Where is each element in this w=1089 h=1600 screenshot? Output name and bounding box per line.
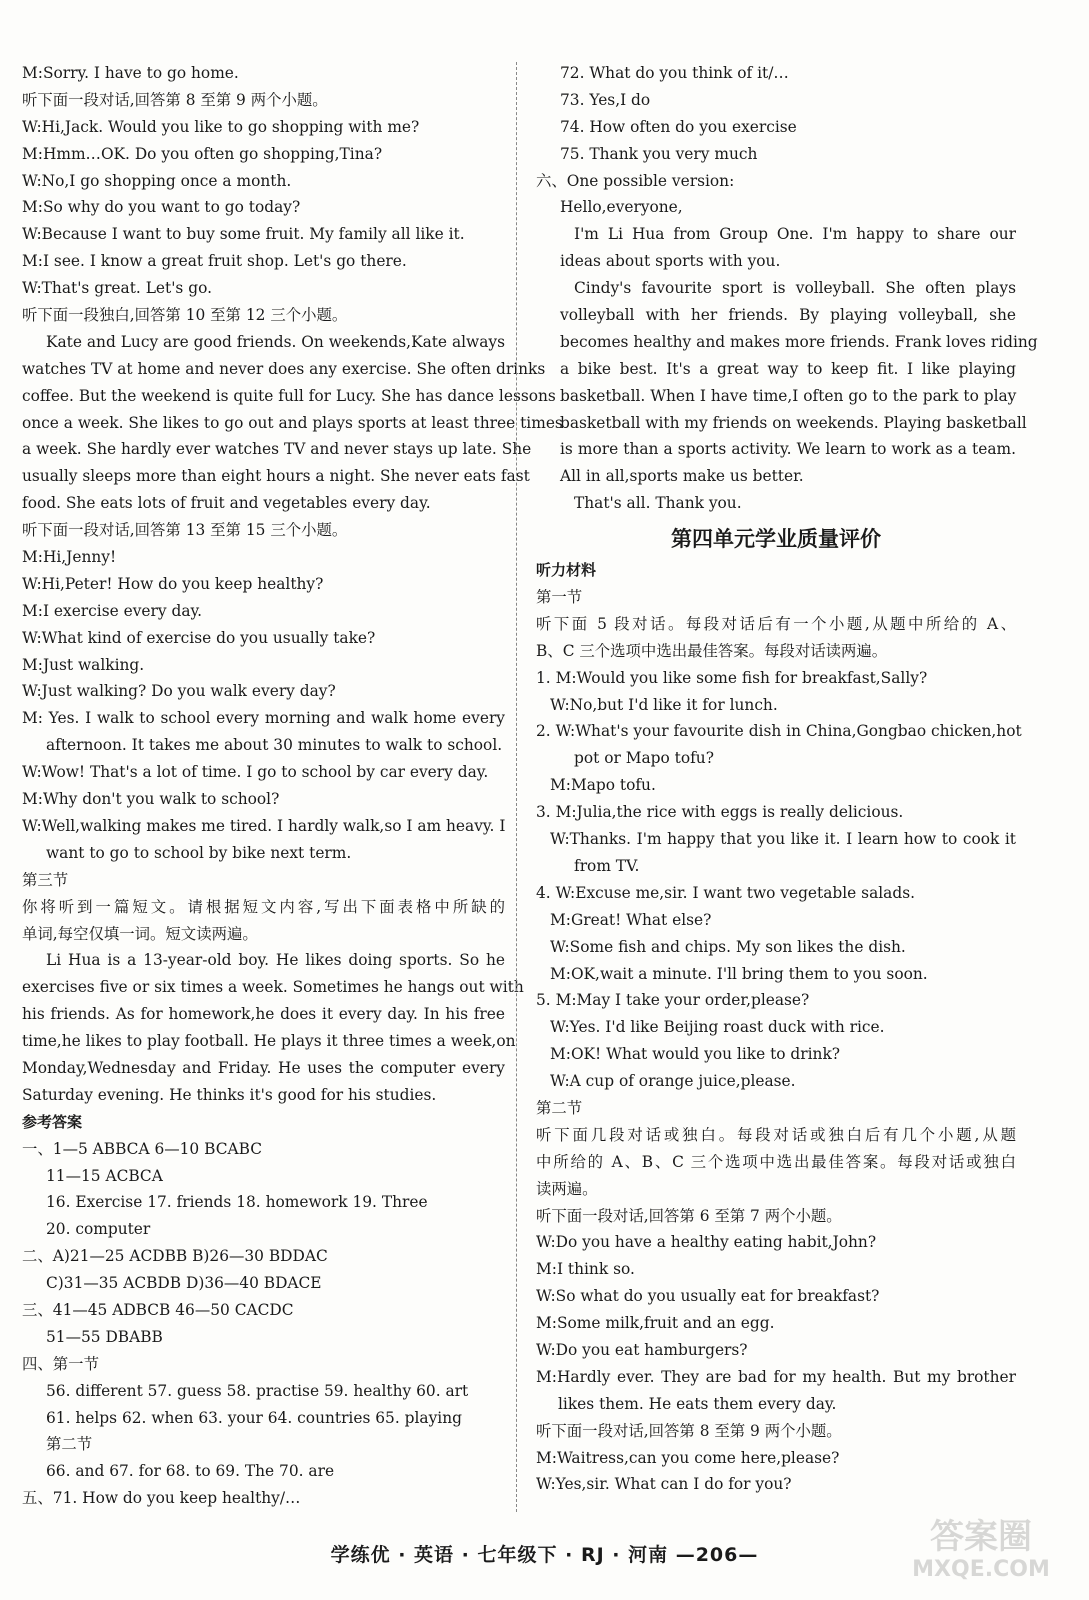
right-bottom-line: W:Some fish and chips. My son likes the dish. bbox=[550, 937, 906, 956]
left-line: 11—15 ACBCA bbox=[46, 1166, 163, 1185]
right-bottom-line: 听下面 5 段对话。每段对话后有一个小题,从题中所给的 A、 bbox=[536, 614, 1016, 633]
right-bottom-line: likes them. He eats them every day. bbox=[558, 1394, 837, 1413]
right-top-line: I'm Li Hua from Group One. I'm happy to share our bbox=[574, 225, 1016, 244]
left-line: M:Sorry. I have to go home. bbox=[22, 64, 239, 82]
left-line: M:I exercise every day. bbox=[22, 601, 203, 620]
right-bottom-line: M:Mapo tofu. bbox=[550, 776, 656, 795]
left-line: M: Yes. I walk to school every morning and walk home every bbox=[22, 709, 505, 728]
left-line: Kate and Lucy are good friends. On weekends,Kate always bbox=[46, 332, 505, 351]
right-bottom-line: W:A cup of orange juice,please. bbox=[550, 1072, 796, 1091]
left-line: afternoon. It takes me about 30 minutes to walk to school. bbox=[46, 736, 503, 755]
right-bottom-line: 5. M:May I take your order,please? bbox=[536, 991, 810, 1010]
left-line: 听下面一段对话,回答第 13 至第 15 三个小题。 bbox=[22, 521, 348, 540]
left-line: M:Why don't you walk to school? bbox=[22, 790, 280, 809]
right-top-line: 74. How often do you exercise bbox=[560, 117, 797, 136]
left-line: 四、第一节 bbox=[22, 1354, 99, 1373]
left-line: coffee. But the weekend is quite full for Lucy. She has dance lessons bbox=[22, 386, 556, 405]
right-bottom-line: B、C 三个选项中选出最佳答案。每段对话读两遍。 bbox=[536, 641, 888, 660]
right-bottom-line: W:No,but I'd like it for lunch. bbox=[550, 695, 778, 714]
right-bottom-line: M:OK! What would you like to drink? bbox=[550, 1045, 841, 1064]
right-bottom-line: pot or Mapo tofu? bbox=[574, 749, 714, 768]
right-top-line: is more than a sports activity. We learn to work as a team. bbox=[560, 440, 1016, 459]
right-bottom-line: 2. W:What's your favourite dish in China,Gongbao chicken,hot bbox=[536, 722, 1022, 741]
left-line: once a week. She likes to go out and plays sports at least three times bbox=[22, 413, 563, 432]
right-bottom-line: W:Yes,sir. What can I do for you? bbox=[536, 1475, 792, 1494]
right-top-line: All in all,sports make us better. bbox=[560, 467, 804, 486]
right-bottom-line: 听力材料 bbox=[536, 561, 597, 580]
right-top-line: basketball. When I have time,I often go to the park to play bbox=[560, 386, 1017, 405]
right-top-line: That's all. Thank you. bbox=[574, 494, 742, 513]
right-bottom-line: from TV. bbox=[574, 856, 640, 875]
right-column-top bbox=[536, 60, 1038, 517]
left-line: his friends. As for homework,he does it every day. In his free bbox=[22, 1005, 505, 1024]
right-bottom-line: M:OK,wait a minute. I'll bring them to you soon. bbox=[550, 964, 928, 983]
right-top-line: volleyball with her friends. By playing volleyball, she bbox=[560, 306, 1016, 325]
left-line: Li Hua is a 13-year-old boy. He likes doing sports. So he bbox=[46, 951, 505, 970]
left-line: W:Because I want to buy some fruit. My family all like it. bbox=[22, 225, 465, 244]
section-title: 第四单元学业质量评价 bbox=[671, 527, 881, 552]
left-line: W:Just walking? Do you walk every day? bbox=[22, 682, 336, 701]
right-bottom-line: W:Thanks. I'm happy that you like it. I learn how to cook it bbox=[550, 830, 1016, 849]
right-column-bottom bbox=[536, 557, 1022, 1498]
right-bottom-line: M:Waitress,can you come here,please? bbox=[536, 1448, 840, 1467]
left-line: M:Hi,Jenny! bbox=[22, 548, 117, 567]
right-bottom-line: 读两遍。 bbox=[536, 1179, 598, 1198]
left-line: 16. Exercise 17. friends 18. homework 19. Three bbox=[46, 1193, 428, 1212]
right-bottom-line: W:So what do you usually eat for breakfast? bbox=[536, 1287, 880, 1306]
right-bottom-line: 第一节 bbox=[536, 588, 583, 607]
left-line: exercises five or six times a week. Sometimes he hangs out with bbox=[22, 978, 524, 997]
right-bottom-line: W:Do you eat hamburgers? bbox=[536, 1340, 748, 1359]
right-top-line: basketball with my friends on weekends. Playing basketball bbox=[560, 413, 1027, 432]
left-line: 66. and 67. for 68. to 69. The 70. are bbox=[46, 1462, 335, 1481]
watermark-line2: MXQE.COM bbox=[912, 1557, 1050, 1582]
left-line: 五、71. How do you keep healthy/… bbox=[22, 1489, 301, 1508]
left-line: W:That's great. Let's go. bbox=[22, 279, 212, 298]
left-line: 三、41—45 ADBCB 46—50 CACDC bbox=[22, 1300, 294, 1319]
right-bottom-line: W:Do you have a healthy eating habit,John? bbox=[536, 1233, 877, 1252]
left-line: W:No,I go shopping once a month. bbox=[22, 171, 292, 190]
left-line: Saturday evening. He thinks it's good for his studies. bbox=[22, 1085, 437, 1104]
right-top-line: becomes healthy and makes more friends. Frank loves riding bbox=[560, 332, 1038, 351]
left-line: 听下面一段对话,回答第 8 至第 9 两个小题。 bbox=[22, 90, 328, 109]
right-bottom-line: 听下面一段对话,回答第 8 至第 9 两个小题。 bbox=[536, 1421, 842, 1440]
left-line: M:Hmm…OK. Do you often go shopping,Tina? bbox=[22, 144, 383, 163]
watermark-logo bbox=[891, 1508, 1071, 1582]
left-column bbox=[22, 60, 563, 1512]
column-divider bbox=[516, 62, 517, 1512]
right-bottom-line: W:Yes. I'd like Beijing roast duck with rice. bbox=[550, 1018, 885, 1037]
right-bottom-line: 中所给的 A、B、C 三个选项中选出最佳答案。每段对话或独白 bbox=[536, 1152, 1016, 1171]
left-line: usually sleeps more than eight hours a night. She never eats fast bbox=[22, 467, 530, 486]
right-top-line: 73. Yes,I do bbox=[560, 90, 651, 109]
left-line: W:Wow! That's a lot of time. I go to school by car every day. bbox=[22, 763, 489, 782]
left-line: 51—55 DBABB bbox=[46, 1327, 163, 1346]
right-top-line: Cindy's favourite sport is volleyball. She often plays bbox=[574, 279, 1016, 298]
right-top-line: a bike best. It's a great way to keep fit. I like playing bbox=[560, 359, 1016, 378]
left-line: 听下面一段独白,回答第 10 至第 12 三个小题。 bbox=[22, 306, 348, 325]
right-top-line: 75. Thank you very much bbox=[560, 144, 758, 163]
left-line: 第三节 bbox=[22, 870, 69, 889]
right-bottom-line: 3. M:Julia,the rice with eggs is really delicious. bbox=[536, 803, 904, 822]
left-line: 61. helps 62. when 63. your 64. countries 65. playing bbox=[46, 1408, 462, 1427]
left-line: food. She eats lots of fruit and vegetables every day. bbox=[22, 494, 431, 513]
right-bottom-line: M:I think so. bbox=[536, 1260, 635, 1279]
left-line: 一、1—5 ABBCA 6—10 BCABC bbox=[22, 1139, 262, 1158]
watermark-line1: 答案圈 bbox=[930, 1517, 1032, 1557]
left-line: M:Just walking. bbox=[22, 655, 145, 674]
left-line: time,he likes to play football. He plays it three times a week,on bbox=[22, 1032, 516, 1051]
left-line: 第二节 bbox=[46, 1435, 93, 1454]
left-line: W:What kind of exercise do you usually take? bbox=[22, 628, 376, 647]
left-line: 二、A)21—25 ACDBB B)26—30 BDDAC bbox=[22, 1247, 328, 1266]
left-line: want to go to school by bike next term. bbox=[46, 843, 352, 862]
right-bottom-line: 听下面一段对话,回答第 6 至第 7 两个小题。 bbox=[536, 1206, 842, 1225]
right-top-line: ideas about sports with you. bbox=[560, 252, 781, 271]
left-line: 单词,每空仅填一词。短文读两遍。 bbox=[22, 924, 258, 943]
right-bottom-line: M:Hardly ever. They are bad for my health. But my brother bbox=[536, 1367, 1016, 1386]
right-bottom-line: 第二节 bbox=[536, 1098, 583, 1117]
left-line: a week. She hardly ever watches TV and never stays up late. She bbox=[22, 440, 532, 459]
left-line: W:Hi,Jack. Would you like to go shopping with me? bbox=[22, 117, 420, 136]
left-line: Monday,Wednesday and Friday. He uses the computer every bbox=[22, 1058, 505, 1077]
right-bottom-line: M:Great! What else? bbox=[550, 910, 712, 929]
left-line: 20. computer bbox=[46, 1220, 151, 1239]
left-line: C)31—35 ACBDB D)36—40 BDACE bbox=[46, 1274, 322, 1293]
left-line: M:I see. I know a great fruit shop. Let's go there. bbox=[22, 252, 407, 271]
left-line: 参考答案 bbox=[22, 1112, 83, 1131]
left-line: W:Hi,Peter! How do you keep healthy? bbox=[22, 574, 324, 593]
right-column bbox=[536, 60, 1038, 1498]
left-line: 56. different 57. guess 58. practise 59. healthy 60. art bbox=[46, 1381, 469, 1400]
left-line: 你将听到一篇短文。请根据短文内容,写出下面表格中所缺的 bbox=[22, 897, 505, 916]
right-bottom-line: 4. W:Excuse me,sir. I want two vegetable salads. bbox=[536, 883, 915, 902]
right-bottom-line: M:Some milk,fruit and an egg. bbox=[536, 1314, 775, 1333]
left-line: M:So why do you want to go today? bbox=[22, 198, 301, 217]
right-top-line: 72. What do you think of it/… bbox=[560, 64, 789, 82]
page-footer: 学练优 · 英语 · 七年级下 · RJ · 河南 —206— bbox=[330, 1544, 759, 1566]
right-top-line: Hello,everyone, bbox=[560, 198, 683, 217]
left-line: W:Well,walking makes me tired. I hardly walk,so I am heavy. I bbox=[22, 816, 506, 835]
right-top-line: 六、One possible version: bbox=[536, 171, 735, 190]
right-bottom-line: 1. M:Would you like some fish for breakfast,Sally? bbox=[536, 668, 928, 687]
right-bottom-line: 听下面几段对话或独白。每段对话或独白后有几个小题,从题 bbox=[536, 1125, 1016, 1144]
left-line: watches TV at home and never does any exercise. She often drinks bbox=[22, 359, 546, 378]
